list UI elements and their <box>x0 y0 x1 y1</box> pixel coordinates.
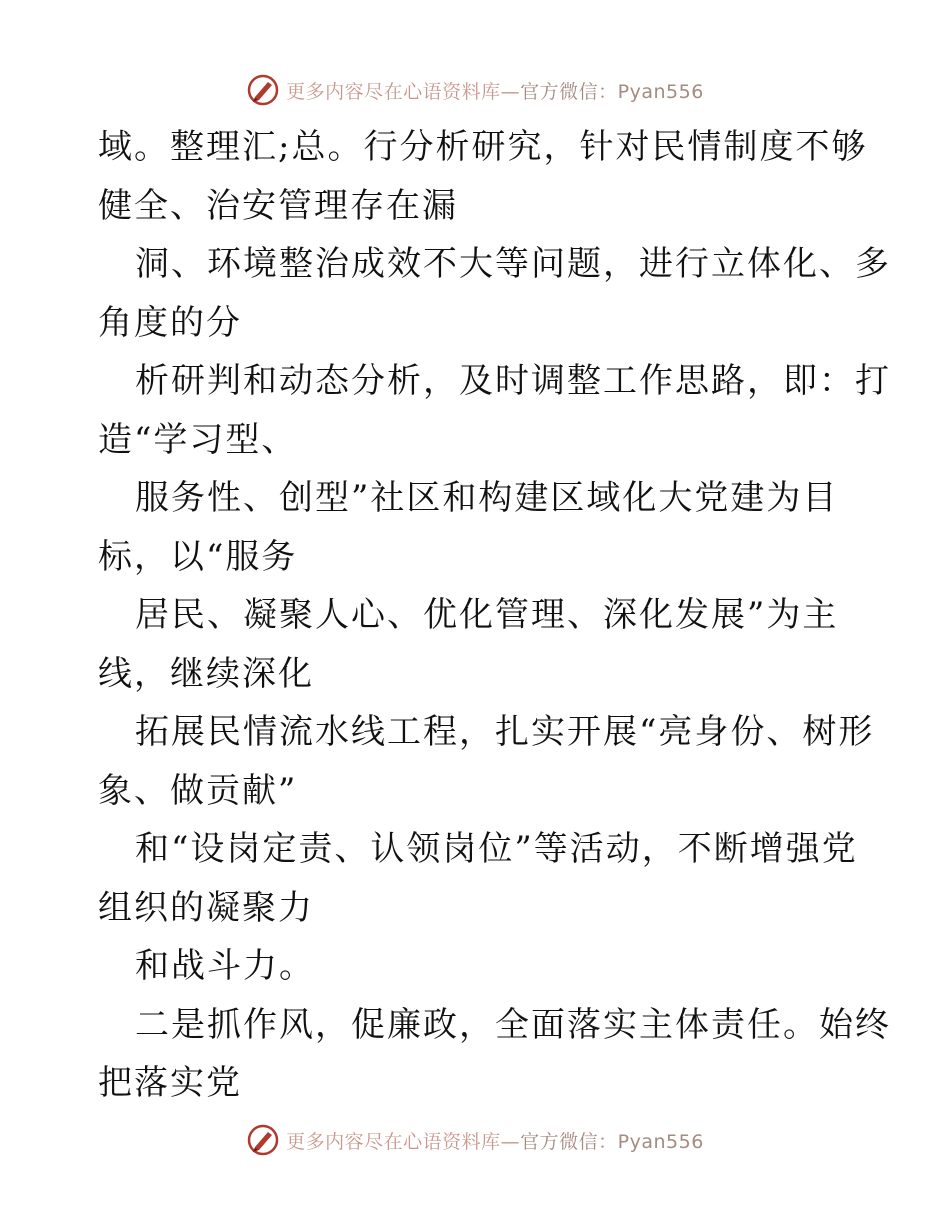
pen-in-circle-icon <box>246 73 280 107</box>
watermark-contact: 官方微信：Pyan556 <box>520 80 704 103</box>
text-line: 拓展民情流水线工程，扎实开展“亮身份、树形 <box>135 712 875 752</box>
text-line: 造“学习型、 <box>98 419 298 460</box>
text-line: 二是抓作风，促廉政，全面落实主体责任。始终 <box>135 1004 891 1045</box>
text-line: 域。整理汇;总。行分析研究，针对民情制度不够 <box>98 127 868 167</box>
text-line: 健全、治安管理存在漏 <box>98 185 458 226</box>
text-line: 组织的凝聚力 <box>98 887 314 928</box>
text-line: 线，继续深化 <box>98 653 314 694</box>
text-line: 洞、环境整治成效不大等问题，进行立体化、多 <box>135 244 891 284</box>
watermark-contact: 官方微信：Pyan556 <box>520 1130 704 1153</box>
text-line: 标，以“服务 <box>98 536 298 577</box>
header-watermark <box>0 70 950 110</box>
document-body <box>98 118 891 1113</box>
text-line: 角度的分 <box>98 302 242 343</box>
watermark-text: 更多内容尽在心语资料库— <box>286 80 521 103</box>
text-line: 服务性、创型”社区和构建区域化大党建为目 <box>135 478 839 518</box>
text-line: 析研判和动态分析，及时调整工作思路，即：打 <box>135 361 891 401</box>
pen-in-circle-icon <box>246 1123 280 1157</box>
text-line: 和战斗力。 <box>135 946 315 986</box>
text-line: 把落实党 <box>98 1063 242 1103</box>
text-line: 象、做贡献” <box>98 770 298 811</box>
text-line: 居民、凝聚人心、优化管理、深化发展”为主 <box>135 595 839 635</box>
watermark-text: 更多内容尽在心语资料库— <box>286 1130 521 1153</box>
text-line: 和“设岗定责、认领岗位”等活动，不断增强党 <box>135 829 858 869</box>
footer-watermark <box>0 1120 950 1160</box>
